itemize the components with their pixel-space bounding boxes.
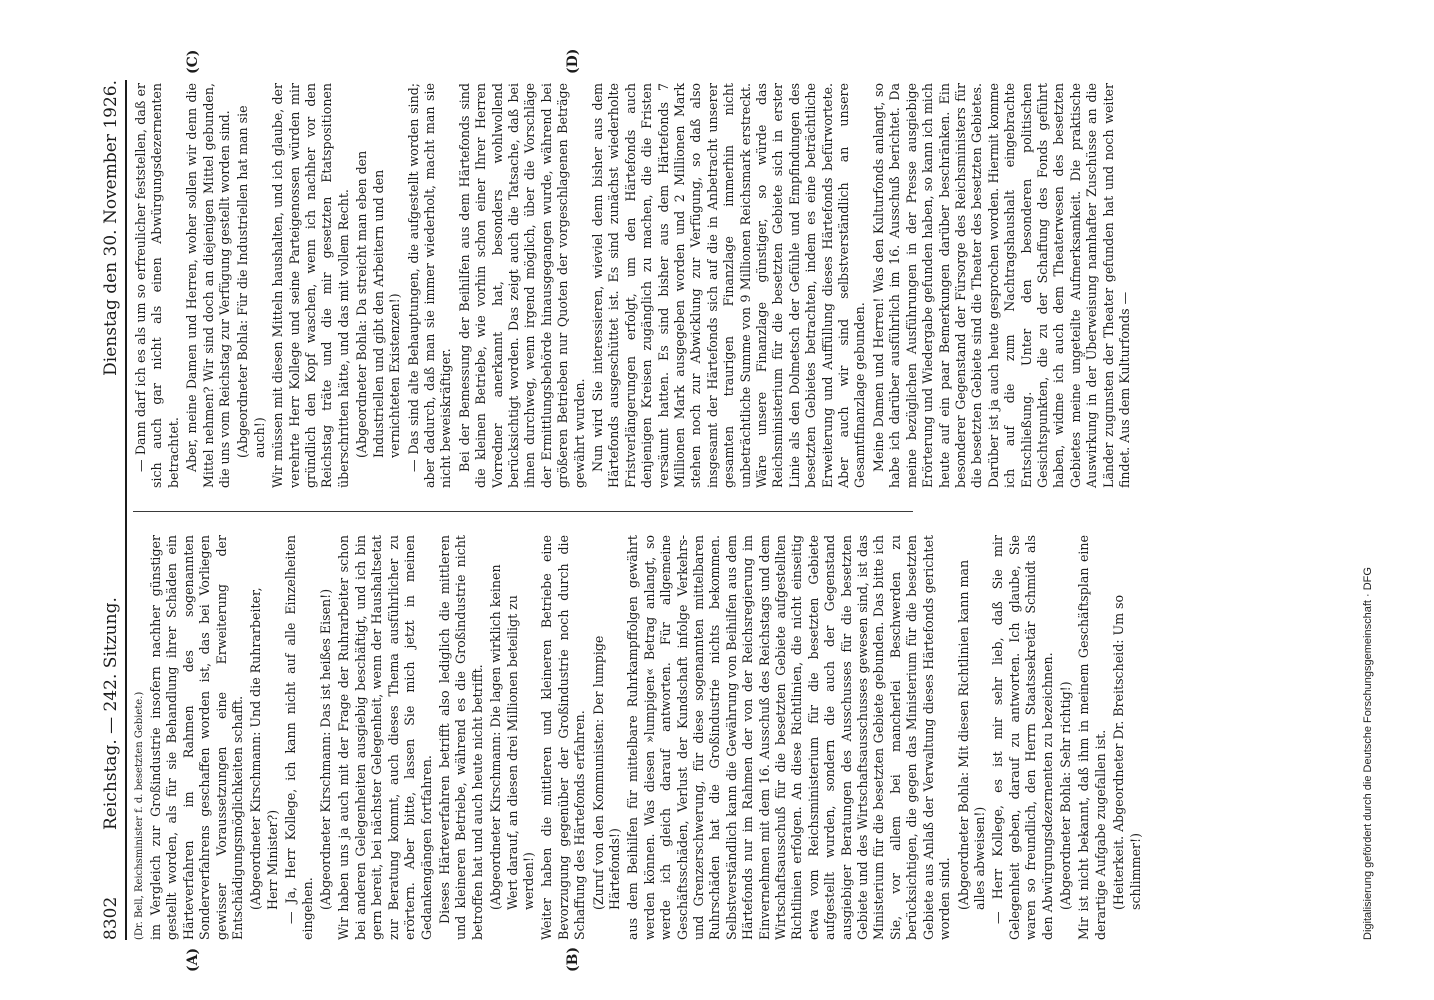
header-right-title: Dienstag den 30. November 1926. bbox=[101, 80, 121, 376]
paragraph: (Dr. Bell, Reichsminister f. d. besetzten Gebiete.) bbox=[134, 691, 145, 940]
paragraph: Dieses Härteverfahren betrifft also lediglich die mittleren und kleineren Betriebe, während es die Großindustrie nicht betroffen hat und auch heute nicht betrifft. bbox=[436, 535, 485, 940]
interjection: (Abgeordneter Kirschmann: Und die Ruhrarbeiter, Herr Minister?) bbox=[248, 587, 280, 910]
paragraph: Aber, meine Damen und Herren, woher sollen wir denn die Mittel nehmen? Wir sind doch an diejenigen Mittel gebunden, die uns vom Reichstag zur Verfügung gestellt worden sind. bbox=[184, 83, 233, 488]
interjection: (Abgeordneter Bohla: Da streicht man eben den Industriellen und gibt den Arbeitern und den vernichteten Existenzen!) bbox=[354, 150, 403, 458]
page-number: 8302 bbox=[101, 896, 121, 940]
paragraph: Wir müssen mit diesen Mitteln haushalten, und ich glaube, der verehrte Herr Kollege und seine Parteigenossen würden mir gründlich den Kopf waschen, wenn ich nachher vor den Reichstag träte und die mir gesetzten Etatspositionen überschritten hätte, und das mit vollem Recht. bbox=[270, 83, 351, 488]
margin-mark-b: (B) bbox=[565, 946, 581, 972]
paragraph: im Vergleich zur Großindustrie insofern nachher günstiger gestellt worden, als für sie Behandlung ihrer Schäden ein Härteverfahren im Rahmen des sogenannten Sonderverfahrens geschaffen worden ist, das bei Vorliegen gewisser Voraussetzungen eine Erweiterung der Entschädigungsmöglichkeiten schafft. bbox=[148, 535, 246, 940]
dfg-credit-text: Digitalisierung gefördert durch die Deutsche Forschungsgemeinschaft · DFG bbox=[1362, 567, 1374, 940]
paragraph: — Ja, Herr Kollege, ich kann nicht auf alle Einzelheiten eingehen. bbox=[283, 535, 315, 940]
rotated-document-page bbox=[95, 48, 1255, 972]
margin-mark-c: (C) bbox=[185, 49, 201, 74]
paragraph: aus dem Beihilfen für mittelbare Ruhrkampffolgen gewährt werden können. Was diesen »lumpigen« Betrag anlangt, so werde ich gleich darauf antworten. Für allgemeine Geschäftsschäden, Verlust der Kundschaft infolge Verkehrs- und Grenzerschwerung, für diese sogenannten mittelbaren Ruhrschäden hat die Großindustrie nichts bekommen. Selbstverständlich kann die Gewährung von Beihilfen aus dem Härtefonds nur im Rahmen der von der Reichsregierung im Einvernehmen mit dem 16. Ausschuß des Reichstags und dem Wirtschaftsausschuß für die besetzten Gebiete aufgestellten Richtlinien erfolgen. An diese Richtlinien, die nicht einseitig etwa vom Reichsministerium für die besetzten Gebiete aufgestellt wurden, sondern die auch der Gegenstand ausgiebiger Beratungen des Ausschusses für die besetzten Gebiete und des Wirtschaftsausschusses gewesen sind, ist das Ministerium für die besetzten Gebiete gebunden. Das bitte ich Sie, vor allem bei mancherlei Beschwerden zu berücksichtigen, die gegen das Ministerium für die besetzten Gebiete aus Anlaß der Verwaltung dieses Härtefonds gerichtet worden sind. bbox=[625, 535, 953, 940]
right-column bbox=[133, 83, 1135, 488]
paragraph: Mir ist nicht bekannt, daß ihm in meinem Geschäftsplan eine derartige Aufgabe zugefallen ist. bbox=[1076, 535, 1108, 940]
page-header bbox=[95, 80, 129, 940]
interjection: (Abgeordneter Kirschmann: Die lagen wirklich keinen Wert darauf, an diesen drei Millionen beteiligt zu werden!) bbox=[488, 564, 536, 910]
interjection: (Zuruf von den Kommunisten: Der lumpige Härtefonds!) bbox=[590, 635, 622, 910]
paragraph: Meine Damen und Herren! Was den Kulturfonds anlangt, so habe ich darüber ausführlich im 16. Ausschuß berichtet. Da meine bezüglichen Ausführungen in der Presse ausgiebige Erörterung und Wiedergabe gefunden haben, so kann ich mich heute auf ein paar Bemerkungen darüber beschränken. Ein besonderer Gegenstand der Fürsorge des Reichsministers für die besetzten Gebiete sind die Theater des besetzten Gebietes. Darüber ist ja auch heute gesprochen worden. Hiermit komme ich auf die zum Nachtragshaushalt eingebrachte Entschließung. Unter den besonderen politischen Gesichtspunkten, die zu der Schaffung des Fonds geführt haben, widme ich auch dem Theaterwesen des besetzten Gebietes meine ungeteilte Aufmerksamkeit. Die praktische Auswirkung in der Überweisung namhafter Zuschüsse an die Länder zugunsten der Theater gefunden hat und noch weiter findet. Aus dem Kulturfonds — bbox=[870, 83, 1132, 488]
interjection: (Abgeordneter Bohla: Sehr richtig!) bbox=[1057, 681, 1073, 910]
margin-mark-d: (D) bbox=[565, 48, 581, 74]
interjection: (Heiterkeit. Abgeordneter Dr. Breitscheid: Um so schlimmer!) bbox=[1111, 594, 1143, 910]
left-column bbox=[133, 535, 1146, 940]
interjection: (Abgeordneter Bohla: Für die Industriellen hat man sie auch!) bbox=[235, 105, 267, 458]
paragraph: — Das sind alte Behauptungen, die aufgestellt worden sind; aber dadurch, daß man sie immer wiederholt, macht man sie nicht beweiskräftiger. bbox=[405, 83, 454, 488]
paragraph: Nun wird Sie interessieren, wieviel denn bisher aus dem Härtefonds ausgeschüttet ist. Es sind zunächst wiederholte Fristverlängerungen erfolgt, um den Härtefonds auch denjenigen Kreisen zugänglich zu machen, die die Fristen versäumt hatten. Es sind bisher aus dem Härtefonds 7 Millionen Mark ausgegeben worden und 2 Millionen Mark stehen noch zur Abwicklung zur Verfügung, so daß also insgesamt der Härtefonds sich auf die in Anbetracht unserer gesamten traurigen Finanzlage immerhin nicht unbeträchtliche Summe von 9 Millionen Reichsmark erstreckt. Wäre unsere Finanzlage günstiger, so würde das Reichsministerium für die besetzten Gebiete sich in erster Linie als den Dolmetsch der Gefühle und Empfindungen des besetzten Gebietes betrachten, indem es eine beträchtliche Erweiterung und Auffüllung dieses Härtefonds befürwortete. Aber auch wir sind selbstverständlich an unsere Gesamtfinanzlage gebunden. bbox=[589, 83, 868, 488]
header-rule bbox=[125, 80, 127, 940]
digitization-credit bbox=[1362, 40, 1392, 960]
paragraph: — Dann darf ich es als um so erfreulicher feststellen, daß er sich auch gar nicht als einen Abwürgungsdezernenten betrachtet. bbox=[133, 83, 181, 488]
paragraph: Weiter haben die mittleren und kleineren Betriebe eine Bevorzugung gegenüber der Großindustrie noch durch die Schaffung des Härtefonds erfahren. bbox=[539, 535, 588, 940]
paragraph: Wir haben uns ja auch mit der Frage der Ruhrarbeiter schon bei anderen Gelegenheiten ausgiebig beschäftigt, und ich bin gern bereit, bei nächster Gelegenheit, wenn der Haushaltsetat zur Beratung kommt, auch dieses Thema ausführlicher zu erörtern. Aber bitte, lassen Sie mich jetzt in meinen Gedankengängen fortfahren. bbox=[336, 535, 434, 940]
column-divider bbox=[133, 511, 913, 512]
header-left-title: Reichstag. — 242. Sitzung. bbox=[101, 597, 121, 830]
paragraph: — Herr Kollege, es ist mir sehr lieb, daß Sie mir Gelegenheit geben, darauf zu antworten. Ich glaube, Sie waren so freundlich, den Herrn Staatssekretär Schmidt als den Abwürgungsdezernenten zu bezeichnen. bbox=[990, 535, 1055, 940]
paragraph: Bei der Bemessung der Beihilfen aus dem Härtefonds sind die kleinen Betriebe, wie vorhin schon einer Ihrer Herren Vorredner anerkannt hat, besonders wohlwollend berücksichtigt worden. Das zeigt auch die Tatsache, daß bei ihnen durchweg, wenn irgend möglich, über die Vorschläge der Ermittlungsbehörde hinausgegangen wurde, während bei größeren Betrieben nur Quoten der vorgeschlagenen Beträge gewährt wurden. bbox=[456, 83, 587, 488]
margin-mark-a: (A) bbox=[185, 947, 201, 972]
interjection: (Abgeordneter Bohla: Mit diesen Richtlinien kann man alles abweisen!) bbox=[955, 559, 987, 910]
interjection: (Abgeordneter Kirschmann: Das ist heißes Eisen!) bbox=[318, 588, 334, 910]
